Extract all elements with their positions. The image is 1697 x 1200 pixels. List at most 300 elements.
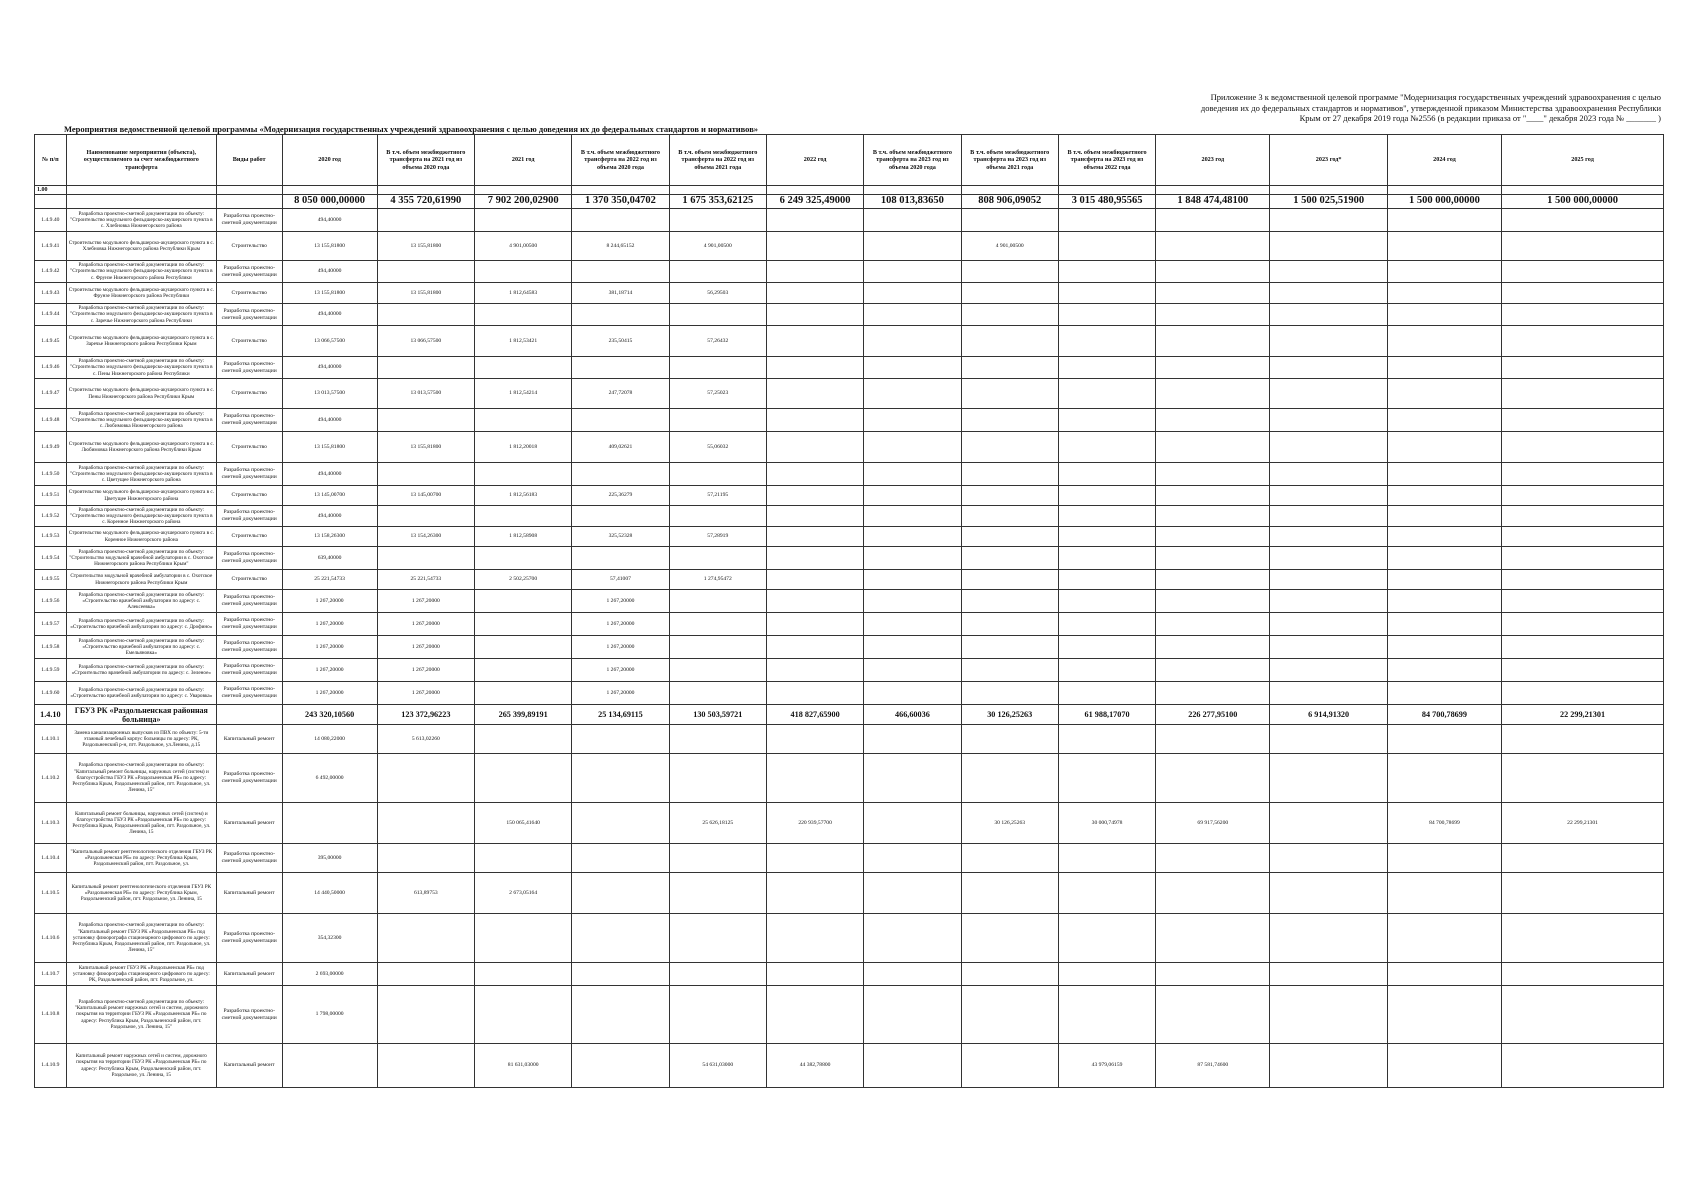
item-name-cell: Разработка проектно-сметной документации по объекту: "Строительство модульной врачебной амбулатории в с. Охотское Нижнегорского района Республики Крым" [66,547,216,570]
amount-cell: 57,26432 [669,326,766,357]
amount-cell [377,261,474,283]
amount-cell [1387,547,1501,570]
amount-cell [1156,963,1270,986]
amount-cell [864,963,961,986]
amount-cell [1156,463,1270,486]
row-number-cell: 1.4.9.52 [35,506,67,527]
amount-cell [1058,570,1155,590]
amount-cell [669,754,766,803]
amount-cell: 123 372,96223 [377,705,474,725]
amount-cell [1502,486,1664,506]
amount-cell [961,613,1058,636]
column-header-12: 2023 год [1156,135,1270,186]
total-cell-8: 6 249 325,49000 [766,195,863,209]
amount-cell [1156,636,1270,659]
amount-cell [1270,754,1387,803]
amount-cell [1387,379,1501,409]
document-title: Мероприятия ведомственной целевой программы «Модернизация государственных учреждений здравоохранения с целью доведения их до федеральных стандартов и нормативов» [64,124,759,134]
amount-cell [1270,304,1387,326]
amount-cell: 4 901,00500 [475,232,572,261]
amount-cell: 354,32300 [282,914,377,963]
table-row [35,725,1664,754]
amount-cell [475,914,572,963]
table-row [35,682,1664,705]
amount-cell [766,725,863,754]
amount-cell: 1 812,20018 [475,432,572,463]
row-number-cell: 1.4.9.53 [35,527,67,547]
amount-cell [864,986,961,1044]
amount-cell [864,803,961,844]
amount-cell [377,547,474,570]
amount-cell [1270,527,1387,547]
amount-cell [377,463,474,486]
row-number-cell: 1.4.9.49 [35,432,67,463]
amount-cell [1387,725,1501,754]
amount-cell [961,409,1058,432]
amount-cell [377,506,474,527]
amount-cell [1156,209,1270,232]
section-code-cell: 1.00 [35,186,67,195]
amount-cell [1502,379,1664,409]
amount-cell: 81 631,03000 [475,1044,572,1088]
table-row [35,409,1664,432]
amount-cell: 2 693,00000 [282,963,377,986]
column-header-15: 2025 год [1502,135,1664,186]
row-number-cell: 1.4.9.41 [35,232,67,261]
amount-cell: 13 155,81800 [377,432,474,463]
amount-cell: 494,40000 [282,304,377,326]
amount-cell [1387,506,1501,527]
amount-cell [1270,986,1387,1044]
amount-cell [766,463,863,486]
amount-cell: 1 267,20000 [282,659,377,682]
amount-cell [1156,527,1270,547]
amount-cell [1270,432,1387,463]
amount-cell [961,725,1058,754]
table-row [35,261,1664,283]
amount-cell [961,873,1058,914]
amount-cell [766,357,863,379]
amount-cell: 13 155,81800 [377,232,474,261]
table-row [35,570,1664,590]
amount-cell [1502,873,1664,914]
amount-cell [766,304,863,326]
amount-cell [961,209,1058,232]
item-name-cell: Разработка проектно-сметной документации по объекту: "Строительство модульного фельдшерско-акушерского пункта в с. Хлебновка Нижнегорского района [66,209,216,232]
amount-cell [572,914,669,963]
amount-cell [766,590,863,613]
amount-cell: 69 917,56200 [1156,803,1270,844]
amount-cell [864,283,961,304]
amount-cell: 1 267,20000 [377,682,474,705]
item-name-cell: Замена канализационных выпусков из ПВХ по объекту: 5-ти этажный лечебный корпус больницы по адресу: РК, Раздольненский р-н, пгт. Раздольное, ул.Ленина, д.15 [66,725,216,754]
amount-cell [864,636,961,659]
total-cell-2 [216,195,282,209]
amount-cell [1058,357,1155,379]
total-cell-7: 1 675 353,62125 [669,195,766,209]
row-number-cell: 1.4.10.1 [35,725,67,754]
amount-cell [1387,636,1501,659]
amount-cell [1058,209,1155,232]
item-name-cell: Строительство модульного фельдшерско-акушерского пункта в с. Цветущее Нижнегорского района [66,486,216,506]
amount-cell [1502,326,1664,357]
amount-cell [1502,506,1664,527]
amount-cell [766,636,863,659]
amount-cell [961,463,1058,486]
amount-cell: 14 440,50000 [282,873,377,914]
amount-cell: 57,28919 [669,527,766,547]
amount-cell: 30 126,25263 [961,705,1058,725]
amount-cell [1387,209,1501,232]
amount-cell: 84 700,78699 [1387,705,1501,725]
table-row [35,986,1664,1044]
item-name-cell: Капитальный ремонт ГБУЗ РК «Раздольненская РБ» под установку флюорографа стационарного цифрового по адресу: РК, Раздольненский район, пгт. Раздольное, ул. [66,963,216,986]
amount-cell [1156,432,1270,463]
item-name-cell: Разработка проектно-сметной документации по объекту: "Строительство модульного фельдшерско-акушерского пункта в с. Пены Нижнегорского района Республики [66,357,216,379]
amount-cell [961,304,1058,326]
amount-cell [864,261,961,283]
amount-cell [864,463,961,486]
amount-cell [1156,590,1270,613]
amount-cell: 150 065,41640 [475,803,572,844]
amount-cell: 1 267,20000 [377,659,474,682]
amount-cell [864,873,961,914]
amount-cell [961,261,1058,283]
item-name-cell: Разработка проектно-сметной документации по объекту: "Строительство модульного фельдшерско-акушерского пункта в с. Коренное Нижнегорского района [66,506,216,527]
table-row [35,432,1664,463]
amount-cell [377,304,474,326]
amount-cell [1156,283,1270,304]
total-cell-1 [66,195,216,209]
amount-cell [1058,963,1155,986]
amount-cell: 30 126,25263 [961,803,1058,844]
row-number-cell: 1.4.9.57 [35,613,67,636]
amount-cell [475,506,572,527]
row-number-cell: 1.4.10.7 [35,963,67,986]
amount-cell: 6 914,91320 [1270,705,1387,725]
amount-cell: 494,40000 [282,409,377,432]
amount-cell [282,803,377,844]
total-cell-15: 1 500 000,00000 [1502,195,1664,209]
column-header-3: 2020 год [282,135,377,186]
amount-cell [475,547,572,570]
amount-cell: 22 299,21301 [1502,705,1664,725]
amount-cell: 243 320,10560 [282,705,377,725]
amount-cell: 57,41007 [572,570,669,590]
total-cell-12: 1 848 474,48100 [1156,195,1270,209]
amount-cell: 1 812,53421 [475,326,572,357]
table-row [35,379,1664,409]
amount-cell [669,357,766,379]
amount-cell [864,547,961,570]
row-number-cell: 1.4.9.48 [35,409,67,432]
amount-cell [1270,486,1387,506]
column-header-5: 2021 год [475,135,572,186]
amount-cell [1270,463,1387,486]
amount-cell [1270,547,1387,570]
amount-cell [1270,1044,1387,1088]
amount-cell [1058,463,1155,486]
amount-cell: 84 700,78699 [1387,803,1501,844]
amount-cell [475,754,572,803]
amount-cell [864,379,961,409]
amount-cell [1502,754,1664,803]
row-number-cell: 1.4.9.58 [35,636,67,659]
amount-cell [1058,547,1155,570]
amount-cell [766,432,863,463]
amount-cell [864,432,961,463]
amount-cell [1387,590,1501,613]
amount-cell [864,844,961,873]
amount-cell [1270,506,1387,527]
amount-cell: 13 158,26300 [282,527,377,547]
amount-cell [1387,963,1501,986]
amount-cell [475,409,572,432]
amount-cell [1156,486,1270,506]
item-name-cell: Разработка проектно-сметной документации по объекту: "Строительство модульного фельдшерско-акушерского пункта в с. Заречье Нижнегорского района Республики [66,304,216,326]
amount-cell: 1 812,54214 [475,379,572,409]
amount-cell [1270,636,1387,659]
work-type-cell: Разработка проектно-сметной документации [216,463,282,486]
amount-cell [1387,754,1501,803]
total-cell-0 [35,195,67,209]
amount-cell [1387,986,1501,1044]
amount-cell [669,963,766,986]
amount-cell [1502,261,1664,283]
amount-cell [766,659,863,682]
amount-cell: 466,60036 [864,705,961,725]
amount-cell [1156,409,1270,432]
work-type-cell: Разработка проектно-сметной документации [216,636,282,659]
amount-cell [1058,682,1155,705]
amount-cell [1387,659,1501,682]
amount-cell [961,682,1058,705]
amount-cell [1387,432,1501,463]
amount-cell [282,1044,377,1088]
table-row [35,326,1664,357]
amount-cell [961,754,1058,803]
amount-cell: 418 827,65900 [766,705,863,725]
amount-cell [1058,232,1155,261]
table-row [35,1044,1664,1088]
row-number-cell: 1.4.9.55 [35,570,67,590]
amount-cell [1270,803,1387,844]
column-header-9: В т.ч. объем межбюджетного трансферта на 2023 год из объема 2020 года [864,135,961,186]
amount-cell [377,803,474,844]
amount-cell [1058,725,1155,754]
amount-cell [669,506,766,527]
amount-cell [377,754,474,803]
row-number-cell: 1.4.10.6 [35,914,67,963]
table-row [35,209,1664,232]
item-name-cell: Строительство модульной врачебной амбулатории в с. Охотское Нижнегорского района Республики Крым [66,570,216,590]
column-header-11: В т.ч. объем межбюджетного трансферта на 2023 год из объема 2022 года [1058,135,1155,186]
table-row [35,506,1664,527]
amount-cell [864,527,961,547]
amount-cell: 1 267,20000 [572,682,669,705]
item-name-cell: Капитальный ремонт рентгенологического отделения ГБУЗ РК «Раздольненская РБ» по адресу: Республика Крым, Раздольненский район, пгт. Раздольное, ул. Ленина, 15 [66,873,216,914]
total-cell-4: 4 355 720,61990 [377,195,474,209]
amount-cell [1502,527,1664,547]
amount-cell [475,963,572,986]
amount-cell [377,844,474,873]
amount-cell: 1 274,95472 [669,570,766,590]
table-body [35,186,1664,1088]
amount-cell [961,914,1058,963]
amount-cell [1156,844,1270,873]
amount-cell [1058,409,1155,432]
amount-cell [766,570,863,590]
amount-cell: 13 155,81800 [282,232,377,261]
table-row [35,873,1664,914]
amount-cell [961,547,1058,570]
amount-cell: 57,25023 [669,379,766,409]
amount-cell [669,873,766,914]
item-name-cell: Строительство модульного фельдшерско-акушерского пункта в с. Любимовка Нижнегорского района Республики Крым [66,432,216,463]
amount-cell [1387,409,1501,432]
amount-cell [1058,527,1155,547]
amount-cell: 43 979,06159 [1058,1044,1155,1088]
amount-cell [1502,209,1664,232]
item-name-cell: Разработка проектно-сметной документации по объекту: «Строительство врачебной амбулатории по адресу: с. Уваровка» [66,682,216,705]
amount-cell [1502,570,1664,590]
table-row [35,590,1664,613]
work-type-cell: Капитальный ремонт [216,873,282,914]
amount-cell: 4 901,00500 [669,232,766,261]
amount-cell [1270,725,1387,754]
amount-cell [961,636,1058,659]
item-name-cell: Разработка проектно-сметной документации по объекту: "Строительство модульного фельдшерско-акушерского пункта в с. Фрунзе Нижнегорского района Республики [66,261,216,283]
amount-cell [1270,357,1387,379]
amount-cell [475,613,572,636]
amount-cell [1156,261,1270,283]
amount-cell [1270,232,1387,261]
amount-cell [377,409,474,432]
work-type-cell: Разработка проектно-сметной документации [216,209,282,232]
work-type-cell: Разработка проектно-сметной документации [216,409,282,432]
table-row [35,803,1664,844]
row-number-cell: 1.4.9.40 [35,209,67,232]
amount-cell [1058,914,1155,963]
amount-cell [766,914,863,963]
amount-cell [669,261,766,283]
amount-cell: 25 626,18125 [669,803,766,844]
amount-cell: 13 154,26300 [377,527,474,547]
amount-cell: 226 277,95100 [1156,705,1270,725]
amount-cell [1270,209,1387,232]
amount-cell: 325,52328 [572,527,669,547]
amount-cell [766,754,863,803]
amount-cell [1502,613,1664,636]
amount-cell: 1 267,20000 [377,613,474,636]
amount-cell [1387,232,1501,261]
amount-cell [766,326,863,357]
amount-cell [1502,547,1664,570]
amount-cell [1058,754,1155,803]
work-type-cell: Строительство [216,527,282,547]
work-type-cell: Разработка проектно-сметной документации [216,659,282,682]
amount-cell: 1 267,20000 [572,636,669,659]
amount-cell [864,409,961,432]
amount-cell [572,409,669,432]
amount-cell [669,209,766,232]
item-name-cell: Капитальный ремонт больницы, наружных сетей (систем) и благоустройства ГБУЗ РК «Раздольненская РБ» по адресу: Республика Крым, Раздольненский район, пгт. Раздольное, ул. Ленина, 15 [66,803,216,844]
table-row [35,659,1664,682]
item-name-cell: Разработка проектно-сметной документации по объекту: «Строительство врачебной амбулатории по адресу: с. Алексеевка» [66,590,216,613]
column-header-14: 2024 год [1387,135,1501,186]
amount-cell [1156,357,1270,379]
amount-cell [1156,682,1270,705]
row-number-cell: 1.4.9.56 [35,590,67,613]
work-type-cell [216,705,282,725]
row-number-cell: 1.4.10.3 [35,803,67,844]
amount-cell [475,986,572,1044]
amount-cell: 494,40000 [282,357,377,379]
amount-cell [1502,725,1664,754]
amount-cell [1156,754,1270,803]
amount-cell [669,844,766,873]
amount-cell: 1 267,20000 [377,590,474,613]
work-type-cell: Разработка проектно-сметной документации [216,261,282,283]
item-name-cell: ГБУЗ РК «Раздольненская районная больница» [66,705,216,725]
amount-cell [572,725,669,754]
amount-cell: 13 066,57500 [282,326,377,357]
amount-cell: 613,89753 [377,873,474,914]
amount-cell [961,659,1058,682]
amount-cell [961,326,1058,357]
work-type-cell: Капитальный ремонт [216,803,282,844]
column-header-2: Виды работ [216,135,282,186]
amount-cell: 25 221,54733 [377,570,474,590]
amount-cell [1387,914,1501,963]
item-name-cell: Строительство модульного фельдшерско-акушерского пункта в с. Коренное Нижнегорского района [66,527,216,547]
amount-cell [669,304,766,326]
row-number-cell: 1.4.9.51 [35,486,67,506]
row-number-cell: 1.4.9.54 [35,547,67,570]
work-type-cell: Разработка проектно-сметной документации [216,506,282,527]
table-row [35,914,1664,963]
amount-cell [766,261,863,283]
amount-cell [1387,873,1501,914]
amount-cell [572,506,669,527]
amount-cell: 6 492,00000 [282,754,377,803]
amount-cell [864,506,961,527]
amount-cell: 494,40000 [282,209,377,232]
amount-cell: 1 267,20000 [572,613,669,636]
row-number-cell: 1.4.10.9 [35,1044,67,1088]
amount-cell [1270,570,1387,590]
amount-cell [766,986,863,1044]
row-number-cell: 1.4.9.44 [35,304,67,326]
work-type-cell: Строительство [216,326,282,357]
amount-cell [1270,283,1387,304]
amount-cell [1387,357,1501,379]
amount-cell [1270,379,1387,409]
amount-cell: 4 901,00500 [961,232,1058,261]
row-number-cell: 1.4.9.42 [35,261,67,283]
amount-cell [1156,873,1270,914]
amount-cell: 54 631,03000 [669,1044,766,1088]
amount-cell [669,986,766,1044]
work-type-cell: Разработка проектно-сметной документации [216,304,282,326]
amount-cell [961,1044,1058,1088]
item-name-cell: Разработка проектно-сметной документации по объекту: "Строительство модульного фельдшерско-акушерского пункта в с. Любимовка Нижнегорского района [66,409,216,432]
amount-cell: 13 066,57500 [377,326,474,357]
row-number-cell: 1.4.10.2 [35,754,67,803]
amount-cell [377,914,474,963]
amount-cell [475,357,572,379]
amount-cell: 1 267,20000 [572,590,669,613]
